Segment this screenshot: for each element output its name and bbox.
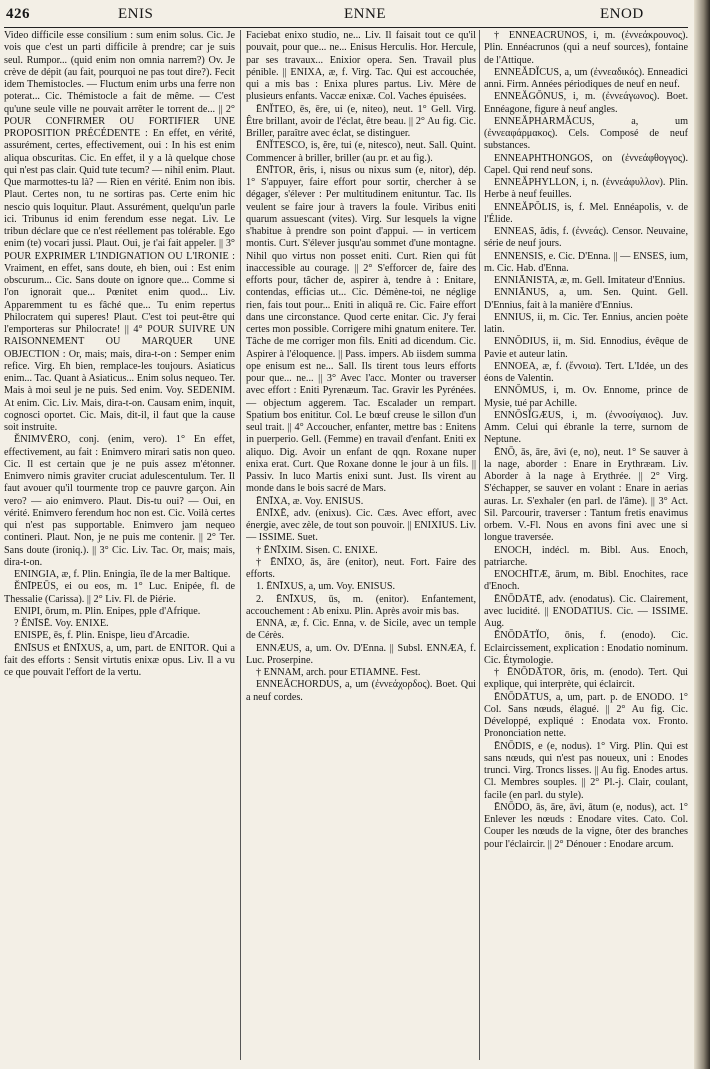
dictionary-entry: † ENNAM, arch. pour ETIAMNE. Fest. — [256, 667, 421, 678]
dictionary-entry: ĒNĪTOR, ĕris, i, nisus ou nixus sum (e, nitor), dép. 1° S'appuyer, faire effort pour sortir, chercher à se dégager, s'élever : Per multitudinem enituntur. Tac. Ils veulent se faire jour à travers la foule. Viribus eniti quarum assuescant (vites). Virg. Sur lesquels la vigne s'habitue à prendre son point d'appui. — in verticem montis. Curt. S'élever jusqu'au sommet d'une montagne. Nihil quo virtus non posset eniti. Curt. Rien qui fût inaccessible au courage. || 2° S'efforcer de, faire des efforts pour, tâcher de, aspirer à, tendre à : Enitare, contendas, efficias ut... Cic. Démène-toi, ne néglige rien, fais tout pour... Eniti in aliquā re. Cic. Faire effort dans une circonstance. Quod certe enitar. Cic. J'y ferai certes mon possible. Corrigere mihi gnatum enitere. Ter. Tâche de me corriger mon fils. Eniti ad dicendum. Cic. Aspirer à l'éloquence. || Pass. impers. Ab iisdem summa ope enisum est ne... Sall. Ils tirent tous leurs efforts pour que... ne... || 3° Avec l'acc. Monter ou traverser avec effort : Eniti Pyrenæum. Tac. Gravir les Pyrénées. — objectum aggerem. Tac. Escalader un rempart. Spatium bos enititur. Col. Le bœuf creuse le sillon d'un seul trait. || 4° Accoucher, enfanter, mettre bas : Enitens in puerperio. Gell. (Femme) en travail d'enfant. Eniti ex aliquo. Dig. Avoir un enfant de qqn. Roxane nuper enixa erat. Curt. Que Roxane donne le jour à un fils. || Passiv. In luco Martis enixi sunt. Just. Ils virent au monde dans le bois sacré de Mars. — [246, 164, 476, 495]
right-running-headword: ENOD — [600, 6, 644, 22]
dictionary-entry: ĔNĪPEŪS, ei ou eos, m. 1° Luc. Enipée, fl. de Thessalie (Carissa). || 2° Liv. Fl. de Piérie. — [4, 581, 235, 605]
dictionary-entry: ENNŎDIUS, ii, m. Sid. Ennodius, évêque de Pavie et auteur latin. — [484, 336, 688, 360]
dictionary-entry: ĒNĬTEO, ēs, ēre, ui (e, niteo), neut. 1° Gell. Virg. Être brillant, avoir de l'éclat, être beau. || 2° Au fig. Cic. Briller, paraître avec éclat, se distinguer. — [246, 103, 476, 139]
dictionary-entry: 1. ĒNĪXUS, a, um. Voy. ENISUS. — [256, 581, 396, 593]
dictionary-entry: ENNIUS, ii, m. Cic. Ter. Ennius, ancien poète latin. — [484, 311, 688, 335]
dictionary-entry: † ENNEACRŪNOS, i, m. (ἐννεάκρουνος). Plin. Ennéacrunos (qui a neuf sources), fontaine de l'Attique. — [484, 30, 688, 66]
dictionary-entry: ENOCH, indécl. m. Bibl. Aus. Enoch, patriarche. — [484, 544, 688, 568]
dictionary-entry: ENNEAPHTHONGOS, on (ἐννεάφθογγος). Capel. Qui rend neuf sons. — [484, 152, 688, 176]
left-column — [4, 30, 235, 1060]
column-divider-right — [479, 30, 480, 1060]
dictionary-entry: ĒNŌDĀTĒ, adv. (enodatus). Cic. Clairement, avec lucidité. || ENODATIUS. Cic. — ISSIME. Aug. — [484, 593, 688, 629]
book-spine-shadow — [694, 0, 710, 1069]
dictionary-entry: ENNEĂCHORDUS, a, um (ἐννεάχορδος). Boet. Qui a neuf cordes. — [246, 679, 476, 703]
right-column — [484, 30, 688, 1060]
dictionary-entry: ĔNIMVĒRO, conj. (enim, vero). 1° En effet, effectivement, au fait : Enimvero mirari satis non queo. Cic. Il est certain que je ne puis assez m'étonner. Enimvero nimis graviter cruciat adulescentulum. Ter. Il faut avouer qu'il tourmente trop ce pauvre garçon. Ain vero? — aio enimvero. Plaut. Dis-tu oui? — Oui, en vérité. Enimvero ferendum hoc non est. Cic. Voilà certes qui n'est pas supportable. Enimvero jam nequeo contineri. Plaut. Non, je ne puis me contenir. || 2° Ter. Sans doute (ironiq.). || 3° Cic. Liv. Tac. Or, mais; mais, dira-t-on. — [4, 434, 235, 568]
dictionary-entry: ENNEĂPHYLLON, i, n. (ἐννεάφυλλον). Plin. Herbe à neuf feuilles. — [484, 177, 688, 201]
dictionary-entry: ENNIĀNUS, a, um. Sen. Quint. Gell. D'Ennius, fait à la manière d'Ennius. — [484, 287, 688, 311]
center-column — [246, 30, 476, 1060]
dictionary-entry: ĒNŌ, ās, āre, āvi (e, no), neut. 1° Se sauver à la nage, aborder : Enare in Erythræam. Liv. Aborder à la nage à Erythrée. || 2° Virg. S'échapper, se sauver en volant : Enare in aerias auras. Lr. S'exhaler (en parl. de l'âme). || 3° Act. Sil. Parcourir, traverser : Tantum fretis enavimus orbem. V.-Fl. Nous en avons fini avec une si longue traversée. — [484, 446, 688, 544]
column-divider-left — [240, 30, 241, 1060]
dictionary-entry: ĒNŌDO, ās, āre, āvi, ātum (e, nodus), act. 1° Enlever les nœuds : Enodare vites. Cato. Col. Couper les nœuds de la vigne, ôter des branches pour l'éclaircir. || 2° Dénouer : Enodare arcum. — [484, 801, 688, 850]
dictionary-entry: ĒNŌDIS, e (e, nodus). 1° Virg. Plin. Qui est sans nœuds, qui n'est pas noueux, uni : Enodes trunci. Virg. Troncs lisses. || Au fig. Enodes artus. Cl. Membres souples. || 2° Pl.-j. Clair, coulant, facile (en parl. du style). — [484, 740, 688, 801]
dictionary-entry: ENNŎMUS, i, m. Ov. Ennome, prince de Mysie, tué par Achille. — [484, 385, 688, 409]
dictionary-entry: ĒNĪXĒ, adv. (enixus). Cic. Cæs. Avec effort, avec énergie, avec zèle, de tout son pouvoir. || ENIXIUS. Liv. — ISSIME. Suet. — [246, 507, 476, 544]
dictionary-entry: ĒNĬTESCO, is, ĕre, tui (e, nitesco), neut. Sall. Quint. Commencer à briller, briller (au pr. et au fig.). — [246, 140, 476, 164]
dictionary-entry: ĒNĪSUS et ĒNĪXUS, a, um, part. de ENITOR. Qui a fait des efforts : Sensit virtutis enixæ opus. Liv. Il a vu ce que pouvait l'effort de la vertu. — [4, 642, 235, 678]
page-number: 426 — [6, 6, 30, 22]
dictionary-entry: ENNEĂPŎLIS, is, f. Mel. Ennéapolis, v. de l'Élide. — [484, 201, 688, 225]
dictionary-entry: ENNŎSĬGÆUS, i, m. (ἐννοσίγαιος). Juv. Amm. Celui qui ébranle la terre, surnom de Neptune. — [484, 409, 688, 446]
dictionary-entry: ĒNĪXA, æ. Voy. ENISUS. — [256, 495, 364, 507]
dictionary-entry: ENNEAS, ădis, f. (ἐννεάς). Censor. Neuvaine, série de neuf jours. — [484, 226, 688, 250]
dictionary-entry: ENNÆUS, a, um. Ov. D'Enna. || Subsl. ENNÆA, f. Luc. Proserpine. — [246, 642, 476, 666]
dictionary-entry: Video difficile esse consilium : sum enim solus. Cic. Je vois que c'est un parti difficile à prendre; car je suis seul. Rumpor... (quid enim non omnia narrem?) Ov. Je crève de dépit (au fait, pourquoi ne pas tout dire?). Fecit idem Themistocles. — Fluctum enim urbs una ferre non poterat... Cic. Thémistocle a fait de même. — C'est qu'une seule ville ne pouvait arrêter le torrent de... || 2° POUR CONFIRMER OU FORTIFIER UNE PROPOSITION PRÉCÉDENTE : En effet, en vérité, assurément, certes, effectivement, oui : In his est enim aliqua obscuritas. Cic. En effet, il y a là quelque chose qui n'est pas clair. Quid tute tecum? — nihil enim. Plaut. Que marmottes-tu là? — Rien en vérité. Enim non ibis. Plaut. Certes non, tu ne sortiras pas. Certe enim hic nescio quis loquitur. Plaut. Assurément, quelqu'un parle ici. Tribunus id enim ferendum esse negat. Liv. Le tribun déclare que ce n'est réellement pas tolérable. Ego enim (te) vocari jussi. Plaut. Oui, je t'ai fait appeler. || 3° POUR EXPRIMER L'INDIGNATION OU L'IRONIE : Vraiment, en effet, sans doute, eh bien, oui : Est enim obscurum... Cic. Sans doute on ignore que... Comme si l'on ignorait que... Pœnitet enim quod... Liv. Apparemment tu es fâché que... Tu enim repertus Philocratem qui superes! Plaut. C'est toi peut-être qui l'emporteras sur Philocrate! || 4° POUR SUIVRE UN RAISONNEMENT OU MARQUER UNE OBJECTION : Or, mais; mais, dira-t-on : Semper enim refice. Virg. Eh bien, remplace-les toujours. Asiaticus enim... Tac. Quant à Asiaticus... Enim solus nequeo. Ter. Mais à moi seul je ne puis. Sed enim. Voy. SEDENIM. At enim. Cic. Liv. Mais, dira-t-on. Causam enim, inquit, cognosci oportet. Cic. Mais, dit-il, il faut que la cause soit instruite. — [4, 30, 235, 433]
header-rule — [4, 27, 688, 28]
dictionary-entry: ENIPI, ōrum, m. Plin. Enipes, pple d'Afrique. — [14, 605, 201, 617]
dictionary-entry: ĒNŌDĀTUS, a, um, part. p. de ENODO. 1° Col. Sans nœuds, élagué. || 2° Au fig. Cic. Développé, expliqué : Enodata vox. Fronto. Prononciation nette. — [484, 691, 688, 740]
dictionary-entry: ENNOEA, æ, f. (ἔννοια). Tert. L'Idée, un des éons de Valentin. — [484, 360, 688, 384]
left-running-headword: ENIS — [118, 6, 154, 22]
dictionary-entry: † ĒNŌDĀTOR, ōris, m. (enodo). Tert. Qui explique, qui interprète, qui éclaircit. — [484, 667, 688, 691]
dictionary-entry: ? ĔNĪSĒ. Voy. ENIXE. — [14, 618, 109, 629]
dictionary-entry: ENISPE, ēs, f. Plin. Enispe, lieu d'Arcadie. — [14, 630, 190, 642]
center-running-headword: ENNE — [344, 6, 386, 22]
dictionary-entry: ENNEĂPHARMĂCUS, a, um (ἐννεαφάρμακος). Cels. Composé de neuf substances. — [484, 115, 688, 152]
dictionary-entry: ĒNŌDĀTĬO, ōnis, f. (enodo). Cic. Eclaircissement, explication : Enodatio nominum. Cic. Étymologie. — [484, 630, 688, 666]
dictionary-entry: ENNEĂDĬCUS, a, um (ἐννεαδικός). Enneadici anni. Firm. Années périodiques de neuf en neuf. — [484, 66, 688, 90]
running-header — [6, 6, 686, 28]
dictionary-entry: † ĒNĪXIM. Sisen. C. ENIXE. — [256, 544, 378, 556]
dictionary-entry: ENNA, æ, f. Cic. Enna, v. de Sicile, avec un temple de Cérès. — [246, 618, 476, 642]
dictionary-entry: ENNIĀNISTA, æ, m. Gell. Imitateur d'Ennius. — [494, 275, 686, 286]
dictionary-entry: ENINGIA, æ, f. Plin. Eningia, île de la mer Baltique. — [14, 569, 231, 580]
dictionary-entry: Faciebat enixo studio, ne... Liv. Il faisait tout ce qu'il pouvait, pour que... ne... Enisus Herculis. Hor. Hercule, par ses travaux... Enixior opera. Sen. Travail plus pénible. || ENIXA, æ, f. Virg. Tac. Qui est accouchée, qui a mis bas : Enixa plures partus. Liv. Mère de plusieurs enfants. Vaccæ enixæ. Col. Vaches épuisées. — [246, 30, 476, 103]
dictionary-entry: † ĒNĪXO, ās, āre (enitor), neut. Fort. Faire des efforts. — [246, 556, 476, 580]
dictionary-entry: 2. ĒNĪXUS, ūs, m. (enitor). Enfantement, accouchement : Ab enixu. Plin. Après avoir mis bas. — [246, 593, 476, 617]
dictionary-entry: ENNENSIS, e. Cic. D'Enna. || — ENSES, ium, m. Cic. Hab. d'Enna. — [484, 250, 688, 274]
dictionary-entry: ENNEĂGŌNUS, i, m. (ἐννεάγωνος). Boet. Ennéagone, figure à neuf angles. — [484, 91, 688, 115]
dictionary-entry: ENOCHĪTÆ, ārum, m. Bibl. Enochites, race d'Enoch. — [484, 569, 688, 593]
